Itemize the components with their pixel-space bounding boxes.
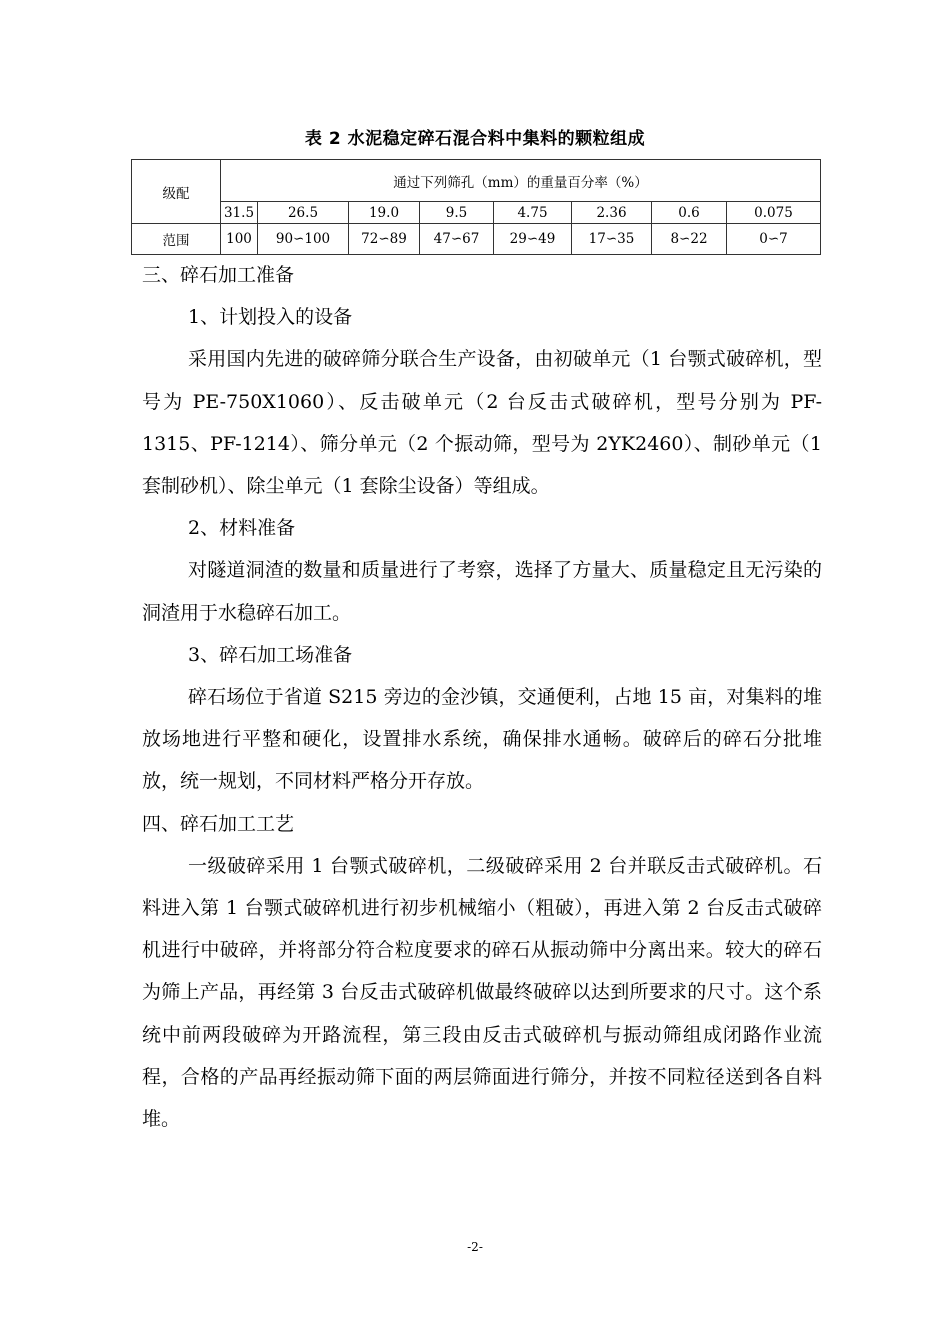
paragraph: 采用国内先进的破碎筛分联合生产设备，由初破单元（1 台颚式破碎机，型号为 PE-750X1060）、反击破单元（2 台反击式破碎机，型号分别为 PF-1315、PF-1214）、筛分单元（2 个振动筛，型号为 2YK2460）、制砂单元（1 套制砂机）、除尘单元（1 套除尘设备）等组成。 [142,348,822,498]
sieve-cell: 26.5 [258,202,349,224]
range-cell: 0∽7 [727,224,821,255]
range-cell: 47∽67 [420,224,494,255]
paragraph: 碎石场位于省道 S215 旁边的金沙镇，交通便利，占地 15 亩，对集料的堆放场地进行平整和硬化，设置排水系统，确保排水通畅。破碎后的碎石分批堆放，统一规划，不同材料严格分开存放。 [142,686,822,793]
paragraph: 对隧道洞渣的数量和质量进行了考察，选择了方量大、质量稳定且无污染的洞渣用于水稳碎石加工。 [142,559,822,624]
subsection-heading: 3、碎石加工场准备 [188,643,353,666]
range-label-cell: 范围 [132,224,221,255]
sieve-cell: 0.6 [652,202,727,224]
range-cell: 17∽35 [572,224,652,255]
sieve-cell: 31.5 [221,202,258,224]
range-cell: 29∽49 [494,224,572,255]
grading-table [131,159,821,255]
subsection-heading: 1、计划投入的设备 [188,306,353,329]
range-cell: 100 [221,224,258,255]
body-text [142,254,822,1140]
sieve-cell: 9.5 [420,202,494,224]
sieve-cell: 4.75 [494,202,572,224]
range-cell: 90∽100 [258,224,349,255]
sieve-cell: 19.0 [349,202,420,224]
sieve-cell: 2.36 [572,202,652,224]
table-title: 表 2 水泥稳定碎石混合料中集料的颗粒组成 [304,129,646,149]
paragraph: 一级破碎采用 1 台颚式破碎机，二级破碎采用 2 台并联反击式破碎机。石料进入第 1 台颚式破碎机进行初步机械缩小（粗破），再进入第 2 台反击式破碎机进行中破碎，并将部分符合粒度要求的碎石从振动筛中分离出来。较大的碎石为筛上产品，再经第 3 台反击式破碎机做最终破碎以达到所要求的尺寸。这个系统中前两段破碎为开路流程，第三段由反击式破碎机与振动筛组成闭路作业流程，合格的产品再经振动筛下面的两层筛面进行筛分，并按不同粒径送到各自料堆。 [142,854,822,1131]
section-heading: 四、碎石加工工艺 [142,812,295,835]
range-cell: 72∽89 [349,224,420,255]
sieve-header-cell: 通过下列筛孔（mm）的重量百分率（%） [221,160,821,202]
subsection-heading: 2、材料准备 [188,517,296,540]
sieve-cell: 0.075 [727,202,821,224]
section-heading: 三、碎石加工准备 [142,264,295,286]
grading-label-cell: 级配 [132,160,221,224]
page-number: -2- [467,1240,483,1254]
range-cell: 8∽22 [652,224,727,255]
